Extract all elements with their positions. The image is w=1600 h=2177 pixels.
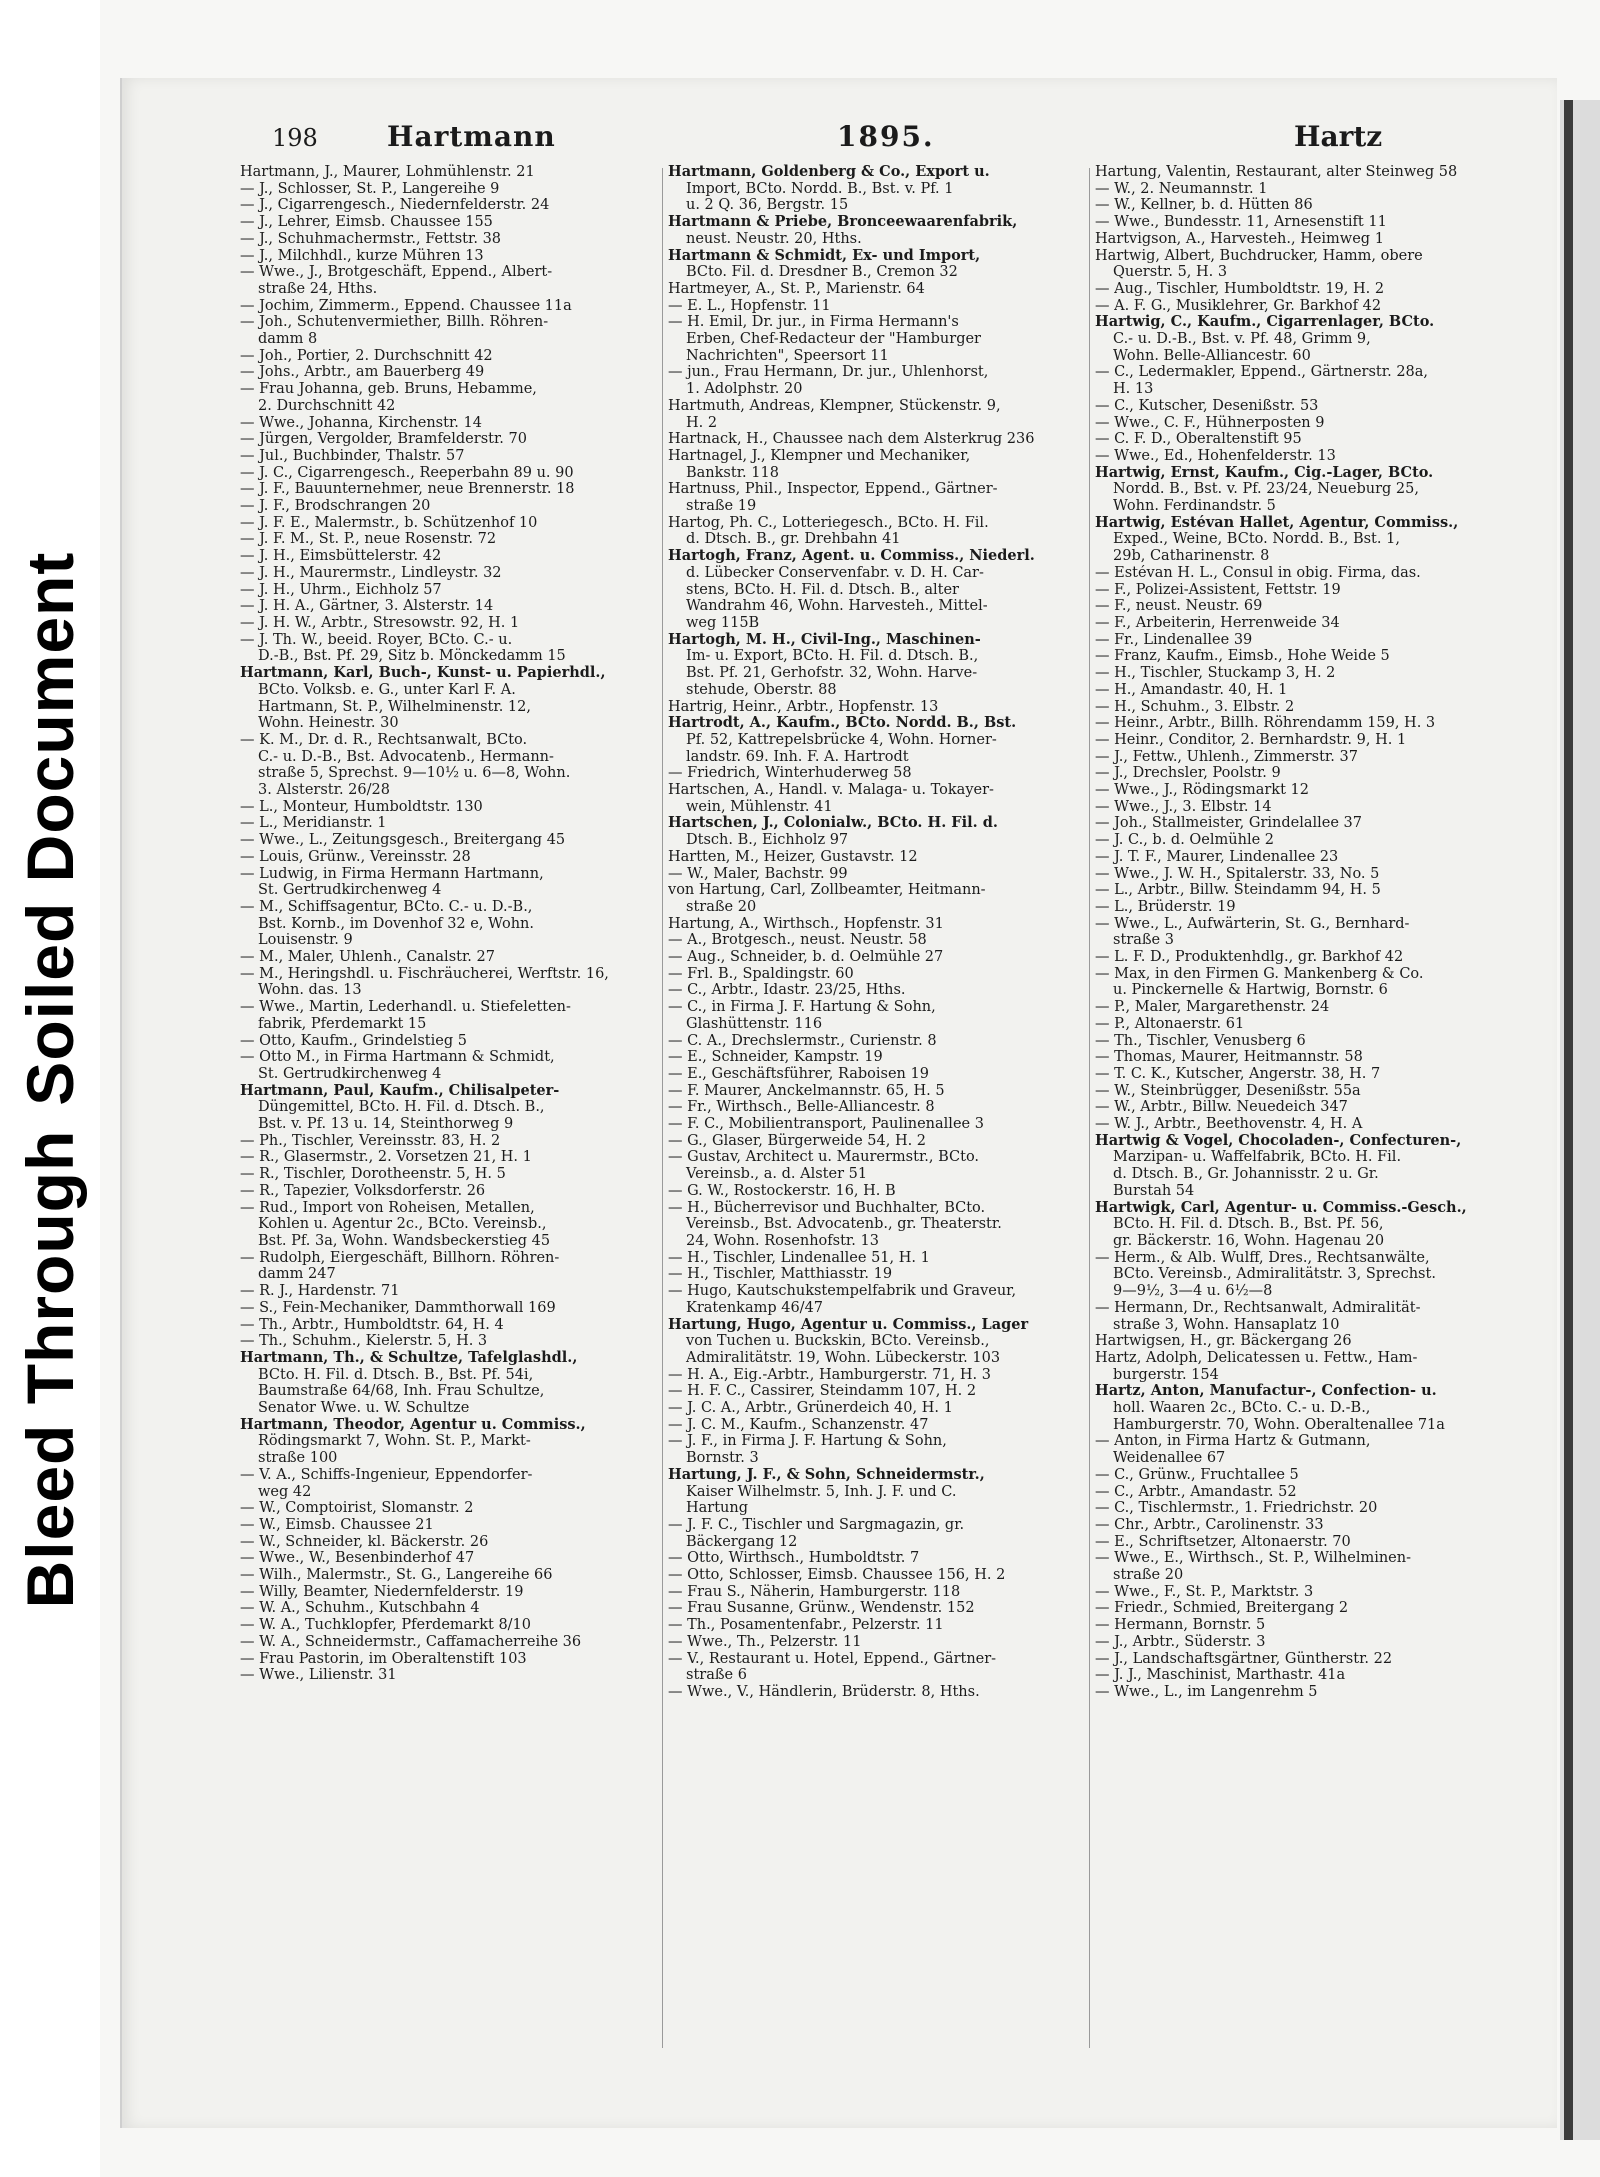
directory-entry-line: — F., Polizei-Assistent, Fettstr. 19 xyxy=(1095,581,1341,598)
directory-entry-line: — Wwe., J. W. H., Spitalerstr. 33, No. 5 xyxy=(1095,865,1380,882)
directory-entry-line: — C., Tischlermstr., 1. Friedrichstr. 20 xyxy=(1095,1500,1378,1517)
directory-entry-line: — Frau Pastorin, im Oberaltenstift 103 xyxy=(240,1650,527,1667)
stamp-word-left: Bleed Through xyxy=(13,1129,87,1609)
directory-entry-line: Burstah 54 xyxy=(1113,1182,1195,1199)
directory-entry-line: 1. Adolphstr. 20 xyxy=(686,381,803,398)
directory-entry-line: — Anton, in Firma Hartz & Gutmann, xyxy=(1095,1433,1371,1450)
directory-entry-line: Import, BCto. Nordd. B., Bst. v. Pf. 1 xyxy=(686,180,954,197)
directory-entry-line: — C., Arbtr., Idastr. 23/25, Hths. xyxy=(668,982,906,999)
directory-entry-line: Hartmann, Theodor, Agentur u. Commiss., xyxy=(240,1416,586,1433)
directory-entry-line: — J. C. M., Kaufm., Schanzenstr. 47 xyxy=(668,1416,929,1433)
directory-entry-line: — Friedr., Schmied, Breitergang 2 xyxy=(1095,1600,1349,1617)
directory-entry-line: H. 13 xyxy=(1113,381,1154,398)
directory-entry-line: Vereinsb., a. d. Alster 51 xyxy=(686,1166,868,1183)
directory-entry-line: Wohn. Ferdinandstr. 5 xyxy=(1113,498,1276,515)
directory-entry-line: Baumstraße 64/68, Inh. Frau Schultze, xyxy=(258,1383,545,1400)
directory-entry-line: — J., Drechsler, Poolstr. 9 xyxy=(1095,765,1281,782)
directory-entry-line: — Th., Arbtr., Humboldtstr. 64, H. 4 xyxy=(240,1316,504,1333)
directory-entry-line: — Johs., Arbtr., am Bauerberg 49 xyxy=(240,364,485,381)
directory-entry-line: — J. H., Maurermstr., Lindleystr. 32 xyxy=(240,564,502,581)
directory-entry-line: Hartnuss, Phil., Inspector, Eppend., Gärtner- xyxy=(668,481,998,498)
directory-entry-line: — H., Tischler, Matthiasstr. 19 xyxy=(668,1266,893,1283)
directory-entry-line: — A. F. G., Musiklehrer, Gr. Barkhof 42 xyxy=(1095,297,1382,314)
directory-entry-line: Hartwig & Vogel, Chocoladen-, Confecturen-, xyxy=(1095,1132,1462,1149)
directory-entry-line: Hartmann, St. P., Wilhelminenstr. 12, xyxy=(258,698,531,715)
directory-entry-line: — F., Arbeiterin, Herrenweide 34 xyxy=(1095,614,1340,631)
directory-entry-line: Hartmann, J., Maurer, Lohmühlenstr. 21 xyxy=(240,164,535,180)
directory-entry-line: — C., in Firma J. F. Hartung & Sohn, xyxy=(668,999,936,1016)
page-header xyxy=(152,112,1542,162)
directory-entry-line: — J. H. W., Arbtr., Stresowstr. 92, H. 1 xyxy=(240,614,520,631)
directory-entry-line: — E., Geschäftsführer, Raboisen 19 xyxy=(668,1065,929,1082)
directory-entry-line: — J. H., Uhrm., Eichholz 57 xyxy=(240,581,442,598)
directory-entry-line: Hartschen, A., Handl. v. Malaga- u. Tokayer- xyxy=(668,782,994,799)
directory-entry-line: Hartvigson, A., Harvesteh., Heimweg 1 xyxy=(1095,230,1384,247)
directory-entry-line: stehude, Oberstr. 88 xyxy=(686,681,837,698)
directory-entry-line: — J. C., Cigarrengesch., Reeperbahn 89 u. 90 xyxy=(240,464,574,481)
directory-entry-line: Wohn. Heinestr. 30 xyxy=(258,715,399,732)
directory-entry-line: — Otto, Schlosser, Eimsb. Chaussee 156, H. 2 xyxy=(668,1567,1006,1584)
directory-entry-line: — H. F. C., Cassirer, Steindamm 107, H. 2 xyxy=(668,1383,977,1400)
directory-entry-line: Glashüttenstr. 116 xyxy=(686,1015,823,1032)
directory-entry-line: Hartmann, Goldenberg & Co., Export u. xyxy=(668,164,990,180)
directory-entry-line: d. Dtsch. B., gr. Drehbahn 41 xyxy=(686,531,901,548)
directory-entry-line: — J. J., Maschinist, Marthastr. 41a xyxy=(1095,1667,1346,1684)
directory-entry-line: Hartmann & Priebe, Bronceewaarenfabrik, xyxy=(668,214,1018,231)
directory-entry-line: Hartog, Ph. C., Lotteriegesch., BCto. H. Fil. xyxy=(668,514,989,531)
stamp-text xyxy=(12,540,88,1621)
directory-entry-line: — jun., Frau Hermann, Dr. jur., Uhlenhorst, xyxy=(668,364,989,381)
directory-entry-line: — Gustav, Architect u. Maurermstr., BCto. xyxy=(668,1149,980,1166)
directory-entry-line: d. Lübecker Conservenfabr. v. D. H. Car- xyxy=(686,564,984,581)
directory-entry-line: — W., Maler, Bachstr. 99 xyxy=(668,865,848,882)
directory-entry-line: — J. H. A., Gärtner, 3. Alsterstr. 14 xyxy=(240,598,494,615)
directory-entry-line: H. 2 xyxy=(686,414,718,431)
directory-entry-line: — Wwe., Bundesstr. 11, Arnesenstift 11 xyxy=(1095,214,1387,231)
directory-entry-line: — J. F. E., Malermstr., b. Schützenhof 10 xyxy=(240,514,538,531)
directory-entry-line: — M., Heringshdl. u. Fischräucherei, Werftstr. 16, xyxy=(240,965,609,982)
directory-entry-line: — J. C. A., Arbtr., Grünerdeich 40, H. 1 xyxy=(668,1400,953,1417)
adjacent-page-edge xyxy=(1560,100,1600,2140)
directory-entry-line: straße 5, Sprechst. 9—10½ u. 6—8, Wohn. xyxy=(258,765,571,782)
directory-entry-line: Kaiser Wilhelmstr. 5, Inh. J. F. und C. xyxy=(686,1483,957,1500)
directory-entry-line: — Hermann, Bornstr. 5 xyxy=(1095,1617,1266,1634)
directory-entry-line: Weidenallee 67 xyxy=(1113,1450,1226,1467)
directory-entry-line: Wohn. das. 13 xyxy=(258,982,362,999)
directory-entry-line: — Wwe., L., im Langenrehm 5 xyxy=(1095,1683,1318,1700)
directory-entry-line: — J., Lehrer, Eimsb. Chaussee 155 xyxy=(240,214,493,231)
directory-entry-line: Hartwigk, Carl, Agentur- u. Commiss.-Gesch., xyxy=(1095,1199,1467,1216)
directory-entry-line: — V. A., Schiffs-Ingenieur, Eppendorfer- xyxy=(240,1466,533,1483)
directory-entry-line: Hartmeyer, A., St. P., Marienstr. 64 xyxy=(668,280,925,297)
page-number: 198 xyxy=(272,124,318,152)
directory-entry-line: straße 3, Wohn. Hansaplatz 10 xyxy=(1113,1316,1340,1333)
directory-entry-line: — H., Amandastr. 40, H. 1 xyxy=(1095,681,1288,698)
directory-entry-line: — J. H., Eimsbüttelerstr. 42 xyxy=(240,548,442,565)
directory-entry-line: — W. A., Schuhm., Kutschbahn 4 xyxy=(240,1600,480,1617)
directory-entry-line: — Wwe., L., Aufwärterin, St. G., Bernhard- xyxy=(1095,915,1410,932)
directory-entry-line: Hartnagel, J., Klempner und Mechaniker, xyxy=(668,447,971,464)
directory-entry-line: burgerstr. 154 xyxy=(1113,1366,1219,1383)
directory-entry-line: — Willy, Beamter, Niedernfelderstr. 19 xyxy=(240,1583,524,1600)
directory-entry-line: — W., 2. Neumannstr. 1 xyxy=(1095,180,1268,197)
directory-entry-line: von Tuchen u. Buckskin, BCto. Vereinsb., xyxy=(686,1333,990,1350)
directory-entry-line: — J. F., Brodschrangen 20 xyxy=(240,498,431,515)
directory-entry-line: — W., Arbtr., Billw. Neuedeich 347 xyxy=(1095,1099,1348,1116)
directory-entry-line: — Ludwig, in Firma Hermann Hartmann, xyxy=(240,865,544,882)
directory-entry-line: — Thomas, Maurer, Heitmannstr. 58 xyxy=(1095,1049,1363,1066)
directory-entry-line: Querstr. 5, H. 3 xyxy=(1113,264,1228,281)
directory-entry-line: — Wwe., V., Händlerin, Brüderstr. 8, Hths. xyxy=(668,1683,980,1700)
directory-entry-line: — Max, in den Firmen G. Mankenberg & Co. xyxy=(1095,965,1424,982)
directory-entry-line: — L., Meridianstr. 1 xyxy=(240,815,387,832)
directory-entry-line: 24, Wohn. Rosenhofstr. 13 xyxy=(686,1233,879,1249)
directory-entry-line: Hartmann & Schmidt, Ex- und Import, xyxy=(668,247,981,264)
year-heading: 1895. xyxy=(837,120,935,153)
directory-entry-line: — Jul., Buchbinder, Thalstr. 57 xyxy=(240,447,465,464)
directory-entry-line: — S., Fein-Mechaniker, Dammthorwall 169 xyxy=(240,1299,556,1316)
directory-entry-line: — Heinr., Conditor, 2. Bernhardstr. 9, H. 1 xyxy=(1095,731,1407,748)
directory-entry-line: — Wwe., J., Rödingsmarkt 12 xyxy=(1095,782,1309,799)
directory-entry-line: — Joh., Stallmeister, Grindelallee 37 xyxy=(1095,815,1363,832)
directory-entry-line: — E., Schneider, Kampstr. 19 xyxy=(668,1049,883,1066)
directory-entry-line: — Friedrich, Winterhuderweg 58 xyxy=(668,765,912,782)
directory-entry-line: — Wwe., E., Wirthsch., St. P., Wilhelminen- xyxy=(1095,1550,1412,1567)
directory-entry-line: — H., Bücherrevisor und Buchhalter, BCto. xyxy=(668,1199,986,1216)
directory-entry-line: — Jürgen, Vergolder, Bramfelderstr. 70 xyxy=(240,431,527,448)
directory-entry-line: straße 20 xyxy=(1113,1567,1184,1584)
directory-entry-line: Hamburgerstr. 70, Wohn. Oberaltenallee 71a xyxy=(1113,1416,1445,1433)
directory-entry-line: — Fr., Lindenallee 39 xyxy=(1095,631,1253,648)
directory-entry-line: neust. Neustr. 20, Hths. xyxy=(686,230,862,247)
directory-entry-line: straße 20 xyxy=(686,898,757,915)
directory-entry-line: Hartten, M., Heizer, Gustavstr. 12 xyxy=(668,848,918,865)
directory-entry-line: — F. C., Mobilientransport, Paulinenallee 3 xyxy=(668,1116,984,1133)
directory-entry-line: — Joh., Portier, 2. Durchschnitt 42 xyxy=(240,347,493,364)
directory-entry-line: — Wwe., F., St. P., Marktstr. 3 xyxy=(1095,1583,1314,1600)
directory-entry-line: Hartz, Anton, Manufactur-, Confection- u. xyxy=(1095,1383,1437,1400)
directory-entry-line: BCto. Fil. d. Dresdner B., Cremon 32 xyxy=(686,264,958,281)
directory-entry-line: Hartrodt, A., Kaufm., BCto. Nordd. B., Bst. xyxy=(668,715,1017,732)
directory-entry-line: — R., Tischler, Dorotheenstr. 5, H. 5 xyxy=(240,1166,506,1183)
directory-entry-line: C.- u. D.-B., Bst. Advocatenb., Hermann- xyxy=(258,748,554,765)
directory-entry-line: Hartwig, Ernst, Kaufm., Cig.-Lager, BCto. xyxy=(1095,464,1434,481)
directory-entry-line: — Th., Schuhm., Kielerstr. 5, H. 3 xyxy=(240,1333,488,1350)
directory-entry-line: — Jochim, Zimmerm., Eppend. Chaussee 11a xyxy=(240,297,572,314)
directory-entry-line: — H. Emil, Dr. jur., in Firma Hermann's xyxy=(668,314,959,331)
directory-entry-line: — J. C., b. d. Oelmühle 2 xyxy=(1095,832,1275,849)
directory-entry-line: Vereinsb., Bst. Advocatenb., gr. Theaterstr. xyxy=(686,1216,1002,1233)
directory-entry-line: Bankstr. 118 xyxy=(686,464,779,481)
directory-entry-line: — R., Tapezier, Volksdorferstr. 26 xyxy=(240,1182,486,1199)
directory-entry-line: — J., Arbtr., Süderstr. 3 xyxy=(1095,1633,1266,1650)
directory-entry-line: — Wwe., Lilienstr. 31 xyxy=(240,1667,397,1684)
directory-entry-line: — Wwe., J., Brotgeschäft, Eppend., Albert- xyxy=(240,264,553,281)
directory-entry-line: — J. F. C., Tischler und Sargmagazin, gr. xyxy=(668,1516,965,1533)
directory-entry-line: — P., Altonaerstr. 61 xyxy=(1095,1015,1245,1032)
directory-entry-line: — Ph., Tischler, Vereinsstr. 83, H. 2 xyxy=(240,1132,501,1149)
directory-entry-line: D.-B., Bst. Pf. 29, Sitz b. Mönckedamm 15 xyxy=(258,648,566,665)
directory-entry-line: Marzipan- u. Waffelfabrik, BCto. H. Fil. xyxy=(1113,1149,1402,1166)
directory-entry-line: — M., Schiffsagentur, BCto. C.- u. D.-B., xyxy=(240,898,533,915)
directory-entry-line: stens, BCto. H. Fil. d. Dtsch. B., alter xyxy=(686,581,959,598)
directory-entry-line: — J., Schlosser, St. P., Langereihe 9 xyxy=(240,180,500,197)
directory-entry-line: — J. T. F., Maurer, Lindenallee 23 xyxy=(1095,848,1339,865)
directory-entry-line: — Heinr., Arbtr., Billh. Röhrendamm 159, H. 3 xyxy=(1095,715,1436,732)
directory-entry-line: damm 247 xyxy=(258,1266,336,1283)
directory-entry-line: straße 24, Hths. xyxy=(258,280,378,297)
directory-entry-line: Hartogh, M. H., Civil-Ing., Maschinen- xyxy=(668,631,981,648)
directory-entry-line: BCto. Volksb. e. G., unter Karl F. A. xyxy=(258,681,516,698)
directory-entry-line: Hartrig, Heinr., Arbtr., Hopfenstr. 13 xyxy=(668,698,939,715)
directory-entry-line: — J. F., in Firma J. F. Hartung & Sohn, xyxy=(668,1433,947,1450)
directory-entry-line: — G. W., Rostockerstr. 16, H. B xyxy=(668,1182,896,1199)
directory-entry-line: — Wwe., L., Zeitungsgesch., Breitergang 45 xyxy=(240,832,566,849)
directory-entry-line: u. Pinckernelle & Hartwig, Bornstr. 6 xyxy=(1113,982,1388,999)
directory-entry-line: — Fr., Wirthsch., Belle-Alliancestr. 8 xyxy=(668,1099,935,1116)
directory-entry-line: C.- u. D.-B., Bst. v. Pf. 48, Grimm 9, xyxy=(1113,331,1371,348)
directory-entry-line: — W., Kellner, b. d. Hütten 86 xyxy=(1095,197,1313,214)
directory-entry-line: — Otto, Kaufm., Grindelstieg 5 xyxy=(240,1032,467,1049)
directory-entry-line: — L., Monteur, Humboldtstr. 130 xyxy=(240,798,483,815)
directory-entry-line: holl. Waaren 2c., BCto. C.- u. D.-B., xyxy=(1113,1400,1371,1417)
directory-entry-line: — P., Maler, Margarethenstr. 24 xyxy=(1095,999,1330,1016)
directory-entry-line: — C., Ledermakler, Eppend., Gärtnerstr. 28a, xyxy=(1095,364,1429,381)
directory-entry-line: straße 19 xyxy=(686,498,757,515)
directory-entry-line: weg 115B xyxy=(686,614,760,631)
directory-entry-line: — R. J., Hardenstr. 71 xyxy=(240,1283,400,1300)
directory-entry-line: — R., Glasermstr., 2. Vorsetzen 21, H. 1 xyxy=(240,1149,532,1166)
directory-entry-line: Erben, Chef-Redacteur der "Hamburger xyxy=(686,331,981,348)
directory-entry-line: 29b, Catharinenstr. 8 xyxy=(1113,548,1270,565)
directory-entry-line: — Wilh., Malermstr., St. G., Langereihe 66 xyxy=(240,1567,553,1584)
directory-entry-line: Rödingsmarkt 7, Wohn. St. P., Markt- xyxy=(258,1433,531,1450)
directory-entry-line: — W. A., Tuchklopfer, Pferdemarkt 8/10 xyxy=(240,1617,532,1634)
directory-entry-line: Senator Wwe. u. W. Schultze xyxy=(258,1400,470,1417)
directory-entry-line: — W., Comptoirist, Slomanstr. 2 xyxy=(240,1500,474,1517)
directory-entry-line: Bst. Kornb., im Dovenhof 32 e, Wohn. xyxy=(258,915,534,932)
page-edge-bar xyxy=(1564,100,1573,2140)
directory-entry-line: Hartmann, Karl, Buch-, Kunst- u. Papierhdl., xyxy=(240,665,606,682)
directory-entry-line: — Estévan H. L., Consul in obig. Firma, das. xyxy=(1095,564,1421,581)
directory-entry-line: wein, Mühlenstr. 41 xyxy=(686,798,833,815)
directory-entry-line: Düngemittel, BCto. H. Fil. d. Dtsch. B., xyxy=(258,1099,545,1116)
directory-entry-line: — W., Steinbrügger, Desenißstr. 55a xyxy=(1095,1082,1361,1099)
directory-entry-line: — J., Schuhmachermstr., Fettstr. 38 xyxy=(240,230,502,247)
directory-entry-line: — Otto, Wirthsch., Humboldtstr. 7 xyxy=(668,1550,920,1567)
directory-entry-line: — Frl. B., Spaldingstr. 60 xyxy=(668,965,854,982)
directory-entry-line: — A., Brotgesch., neust. Neustr. 58 xyxy=(668,932,927,949)
directory-entry-line: Hartwigsen, H., gr. Bäckergang 26 xyxy=(1095,1333,1352,1350)
directory-column-2 xyxy=(668,164,1108,2084)
directory-entry-line: fabrik, Pferdemarkt 15 xyxy=(258,1015,427,1032)
directory-entry-line: BCto. H. Fil. d. Dtsch. B., Bst. Pf. 56, xyxy=(1113,1216,1384,1233)
directory-entry-line: — V., Restaurant u. Hotel, Eppend., Gärtner- xyxy=(668,1650,997,1667)
directory-column-1 xyxy=(240,164,680,2084)
directory-entry-line: 2. Durchschnitt 42 xyxy=(258,397,396,414)
directory-entry-line: — Otto M., in Firma Hartmann & Schmidt, xyxy=(240,1049,555,1066)
directory-entry-line: — C., Grünw., Fruchtallee 5 xyxy=(1095,1466,1299,1483)
directory-entry-line: — Franz, Kaufm., Eimsb., Hohe Weide 5 xyxy=(1095,648,1390,665)
directory-entry-line: Kratenkamp 46/47 xyxy=(686,1299,824,1316)
directory-entry-line: Bst. Pf. 21, Gerhofstr. 32, Wohn. Harve- xyxy=(686,665,978,682)
directory-entry-line: Hartogh, Franz, Agent. u. Commiss., Niederl. xyxy=(668,548,1035,565)
directory-entry-line: Exped., Weine, BCto. Nordd. B., Bst. 1, xyxy=(1113,531,1400,548)
directory-entry-line: Hartschen, J., Colonialw., BCto. H. Fil. d. xyxy=(668,815,998,832)
directory-entry-line: Admiralitätstr. 19, Wohn. Lübeckerstr. 103 xyxy=(686,1349,1001,1366)
directory-entry-line: landstr. 69. Inh. F. A. Hartrodt xyxy=(686,748,909,765)
directory-entry-line: Bäckergang 12 xyxy=(686,1533,798,1550)
directory-entry-line: — Frau S., Näherin, Hamburgerstr. 118 xyxy=(668,1583,961,1600)
directory-entry-line: Hartung, A., Wirthsch., Hopfenstr. 31 xyxy=(668,915,944,932)
directory-entry-line: Hartmann, Paul, Kaufm., Chilisalpeter- xyxy=(240,1082,560,1099)
directory-entry-line: — Herm., & Alb. Wulff, Dres., Rechtsanwälte, xyxy=(1095,1249,1430,1266)
directory-entry-line: — Hugo, Kautschukstempelfabrik und Graveur, xyxy=(668,1283,1017,1300)
directory-entry-line: — Wwe., Johanna, Kirchenstr. 14 xyxy=(240,414,482,431)
directory-entry-line: — Louis, Grünw., Vereinsstr. 28 xyxy=(240,848,471,865)
directory-entry-line: — J., Landschaftsgärtner, Güntherstr. 22 xyxy=(1095,1650,1393,1667)
directory-entry-line: — J., Milchhdl., kurze Mühren 13 xyxy=(240,247,484,264)
directory-entry-line: — G., Glaser, Bürgerweide 54, H. 2 xyxy=(668,1132,927,1149)
directory-entry-line: Kohlen u. Agentur 2c., BCto. Vereinsb., xyxy=(258,1216,547,1233)
directory-entry-line: Im- u. Export, BCto. H. Fil. d. Dtsch. B., xyxy=(686,648,979,665)
directory-entry-line: Hartung, Hugo, Agentur u. Commiss., Lager xyxy=(668,1316,1029,1333)
directory-entry-line: — T. C. K., Kutscher, Angerstr. 38, H. 7 xyxy=(1095,1065,1381,1082)
directory-entry-line: — W., Schneider, kl. Bäckerstr. 26 xyxy=(240,1533,489,1550)
directory-entry-line: weg 42 xyxy=(258,1483,312,1500)
directory-entry-line: Hartwig, C., Kaufm., Cigarrenlager, BCto. xyxy=(1095,314,1435,331)
directory-entry-line: — J. F., Bauunternehmer, neue Brennerstr. 18 xyxy=(240,481,575,498)
directory-entry-line: Hartz, Adolph, Delicatessen u. Fettw., Ham- xyxy=(1095,1349,1418,1366)
directory-entry-line: d. Dtsch. B., Gr. Johannisstr. 2 u. Gr. xyxy=(1113,1166,1379,1183)
directory-entry-line: — Chr., Arbtr., Carolinenstr. 33 xyxy=(1095,1516,1324,1533)
directory-entry-line: Bst. Pf. 3a, Wohn. Wandsbeckerstieg 45 xyxy=(258,1233,551,1249)
directory-entry-line: BCto. H. Fil. d. Dtsch. B., Bst. Pf. 54i, xyxy=(258,1366,534,1383)
directory-entry-line: Nachrichten", Speersort 11 xyxy=(686,347,889,364)
directory-entry-line: Hartmuth, Andreas, Klempner, Stückenstr. 9, xyxy=(668,397,1001,414)
directory-entry-line: — E. L., Hopfenstr. 11 xyxy=(668,297,831,314)
directory-entry-line: straße 100 xyxy=(258,1450,338,1467)
directory-entry-line: — C., Arbtr., Amandastr. 52 xyxy=(1095,1483,1297,1500)
directory-entry-line: Bornstr. 3 xyxy=(686,1450,759,1467)
directory-entry-line: — W. J., Arbtr., Beethovenstr. 4, H. A xyxy=(1095,1116,1363,1133)
directory-entry-line: St. Gertrudkirchenweg 4 xyxy=(258,1065,442,1082)
directory-entry-line: straße 6 xyxy=(686,1667,747,1684)
directory-entry-line: Hartung, J. F., & Sohn, Schneidermstr., xyxy=(668,1466,985,1483)
bleed-through-stamp xyxy=(0,0,100,2177)
directory-entry-line: — H., Schuhm., 3. Elbstr. 2 xyxy=(1095,698,1295,715)
directory-entry-line: — C. F. D., Oberaltenstift 95 xyxy=(1095,431,1302,448)
directory-entry-line: — H., Tischler, Stuckamp 3, H. 2 xyxy=(1095,665,1336,682)
directory-entry-line: — Aug., Tischler, Humboldtstr. 19, H. 2 xyxy=(1095,280,1385,297)
directory-entry-line: 3. Alsterstr. 26/28 xyxy=(258,782,390,799)
directory-entry-line: Bst. v. Pf. 13 u. 14, Steinthorweg 9 xyxy=(258,1116,514,1133)
directory-entry-line: — L. F. D., Produktenhdlg., gr. Barkhof 42 xyxy=(1095,949,1404,966)
directory-entry-line: — Hermann, Dr., Rechtsanwalt, Admiralität- xyxy=(1095,1299,1421,1316)
directory-entry-line: — Wwe., C. F., Hühnerposten 9 xyxy=(1095,414,1325,431)
directory-entry-line: — Wwe., Martin, Lederhandl. u. Stiefeletten- xyxy=(240,999,571,1016)
directory-entry-line: BCto. Vereinsb., Admiralitätstr. 3, Sprechst. xyxy=(1113,1266,1436,1283)
directory-entry-line: — Wwe., W., Besenbinderhof 47 xyxy=(240,1550,475,1567)
directory-entry-line: — F., neust. Neustr. 69 xyxy=(1095,598,1263,615)
directory-entry-line: — Wwe., Ed., Hohenfelderstr. 13 xyxy=(1095,447,1336,464)
directory-entry-line: Louisenstr. 9 xyxy=(258,932,353,949)
directory-entry-line: Hartwig, Albert, Buchdrucker, Hamm, obere xyxy=(1095,247,1423,264)
directory-entry-line: Hartwig, Estévan Hallet, Agentur, Commiss., xyxy=(1095,514,1459,531)
directory-entry-line: — Rud., Import von Roheisen, Metallen, xyxy=(240,1199,535,1216)
directory-entry-line: — J. F. M., St. P., neue Rosenstr. 72 xyxy=(240,531,497,548)
directory-entry-line: gr. Bäckerstr. 16, Wohn. Hagenau 20 xyxy=(1113,1233,1385,1249)
directory-entry-line: Hartung, Valentin, Restaurant, alter Steinweg 58 xyxy=(1095,164,1458,180)
directory-entry-line: Pf. 52, Kattrepelsbrücke 4, Wohn. Horner- xyxy=(686,731,997,748)
directory-entry-line: — Th., Posamentenfabr., Pelzerstr. 11 xyxy=(668,1617,944,1634)
directory-entry-line: Hartung xyxy=(686,1500,749,1517)
directory-entry-line: — J. Th. W., beeid. Royer, BCto. C.- u. xyxy=(240,631,513,648)
directory-entry-line: — Joh., Schutenvermiether, Billh. Röhren- xyxy=(240,314,549,331)
directory-entry-line: Hartmann, Th., & Schultze, Tafelglashdl., xyxy=(240,1349,578,1366)
right-running-head: Hartz xyxy=(1294,120,1383,153)
directory-entry-line: — F. Maurer, Anckelmannstr. 65, H. 5 xyxy=(668,1082,945,1099)
directory-entry-line: St. Gertrudkirchenweg 4 xyxy=(258,882,442,899)
directory-entry-line: straße 3 xyxy=(1113,932,1174,949)
directory-entry-line: — J., Fettw., Uhlenh., Zimmerstr. 37 xyxy=(1095,748,1358,765)
stamp-word-right: Soiled Document xyxy=(13,551,87,1106)
directory-entry-line: — W., Eimsb. Chaussee 21 xyxy=(240,1516,434,1533)
directory-entry-line: damm 8 xyxy=(258,331,318,348)
directory-entry-line: — Wwe., Th., Pelzerstr. 11 xyxy=(668,1633,862,1650)
directory-entry-line: — C., Kutscher, Desenißstr. 53 xyxy=(1095,397,1319,414)
directory-entry-line: u. 2 Q. 36, Bergstr. 15 xyxy=(686,197,849,214)
directory-entry-line: — H. A., Eig.-Arbtr., Hamburgerstr. 71, H. 3 xyxy=(668,1366,991,1383)
directory-entry-line: — Aug., Schneider, b. d. Oelmühle 27 xyxy=(668,949,944,966)
left-running-head: Hartmann xyxy=(387,120,556,153)
directory-entry-line: — E., Schriftsetzer, Altonaerstr. 70 xyxy=(1095,1533,1351,1550)
directory-entry-line: Wandrahm 46, Wohn. Harvesteh., Mittel- xyxy=(686,598,988,615)
directory-entry-line: — W. A., Schneidermstr., Caffamacherreihe 36 xyxy=(240,1633,582,1650)
directory-entry-line: Dtsch. B., Eichholz 97 xyxy=(686,832,849,849)
directory-entry-line: — L., Brüderstr. 19 xyxy=(1095,898,1236,915)
directory-entry-line: — J., Cigarrengesch., Niedernfelderstr. 24 xyxy=(240,197,550,214)
directory-entry-line: — M., Maler, Uhlenh., Canalstr. 27 xyxy=(240,949,495,966)
directory-entry-line: — H., Tischler, Lindenallee 51, H. 1 xyxy=(668,1249,930,1266)
directory-entry-line: — Th., Tischler, Venusberg 6 xyxy=(1095,1032,1306,1049)
directory-entry-line: Hartnack, H., Chaussee nach dem Alsterkrug 236 xyxy=(668,431,1035,448)
directory-column-3 xyxy=(1095,164,1535,2084)
directory-entry-line: — K. M., Dr. d. R., Rechtsanwalt, BCto. xyxy=(240,731,528,748)
directory-entry-line: Nordd. B., Bst. v. Pf. 23/24, Neueburg 25, xyxy=(1113,481,1419,498)
directory-entry-line: — Frau Susanne, Grünw., Wendenstr. 152 xyxy=(668,1600,975,1617)
directory-entry-line: — Frau Johanna, geb. Bruns, Hebamme, xyxy=(240,381,537,398)
directory-entry-line: — Wwe., J., 3. Elbstr. 14 xyxy=(1095,798,1272,815)
directory-entry-line: — L., Arbtr., Billw. Steindamm 94, H. 5 xyxy=(1095,882,1381,899)
directory-entry-line: — C. A., Drechslermstr., Curienstr. 8 xyxy=(668,1032,937,1049)
directory-entry-line: — Rudolph, Eiergeschäft, Billhorn. Röhren- xyxy=(240,1249,560,1266)
directory-entry-line: von Hartung, Carl, Zollbeamter, Heitmann- xyxy=(668,882,986,899)
directory-entry-line: Wohn. Belle-Alliancestr. 60 xyxy=(1113,347,1311,364)
directory-entry-line: 9—9½, 3—4 u. 6½—8 xyxy=(1113,1283,1273,1300)
